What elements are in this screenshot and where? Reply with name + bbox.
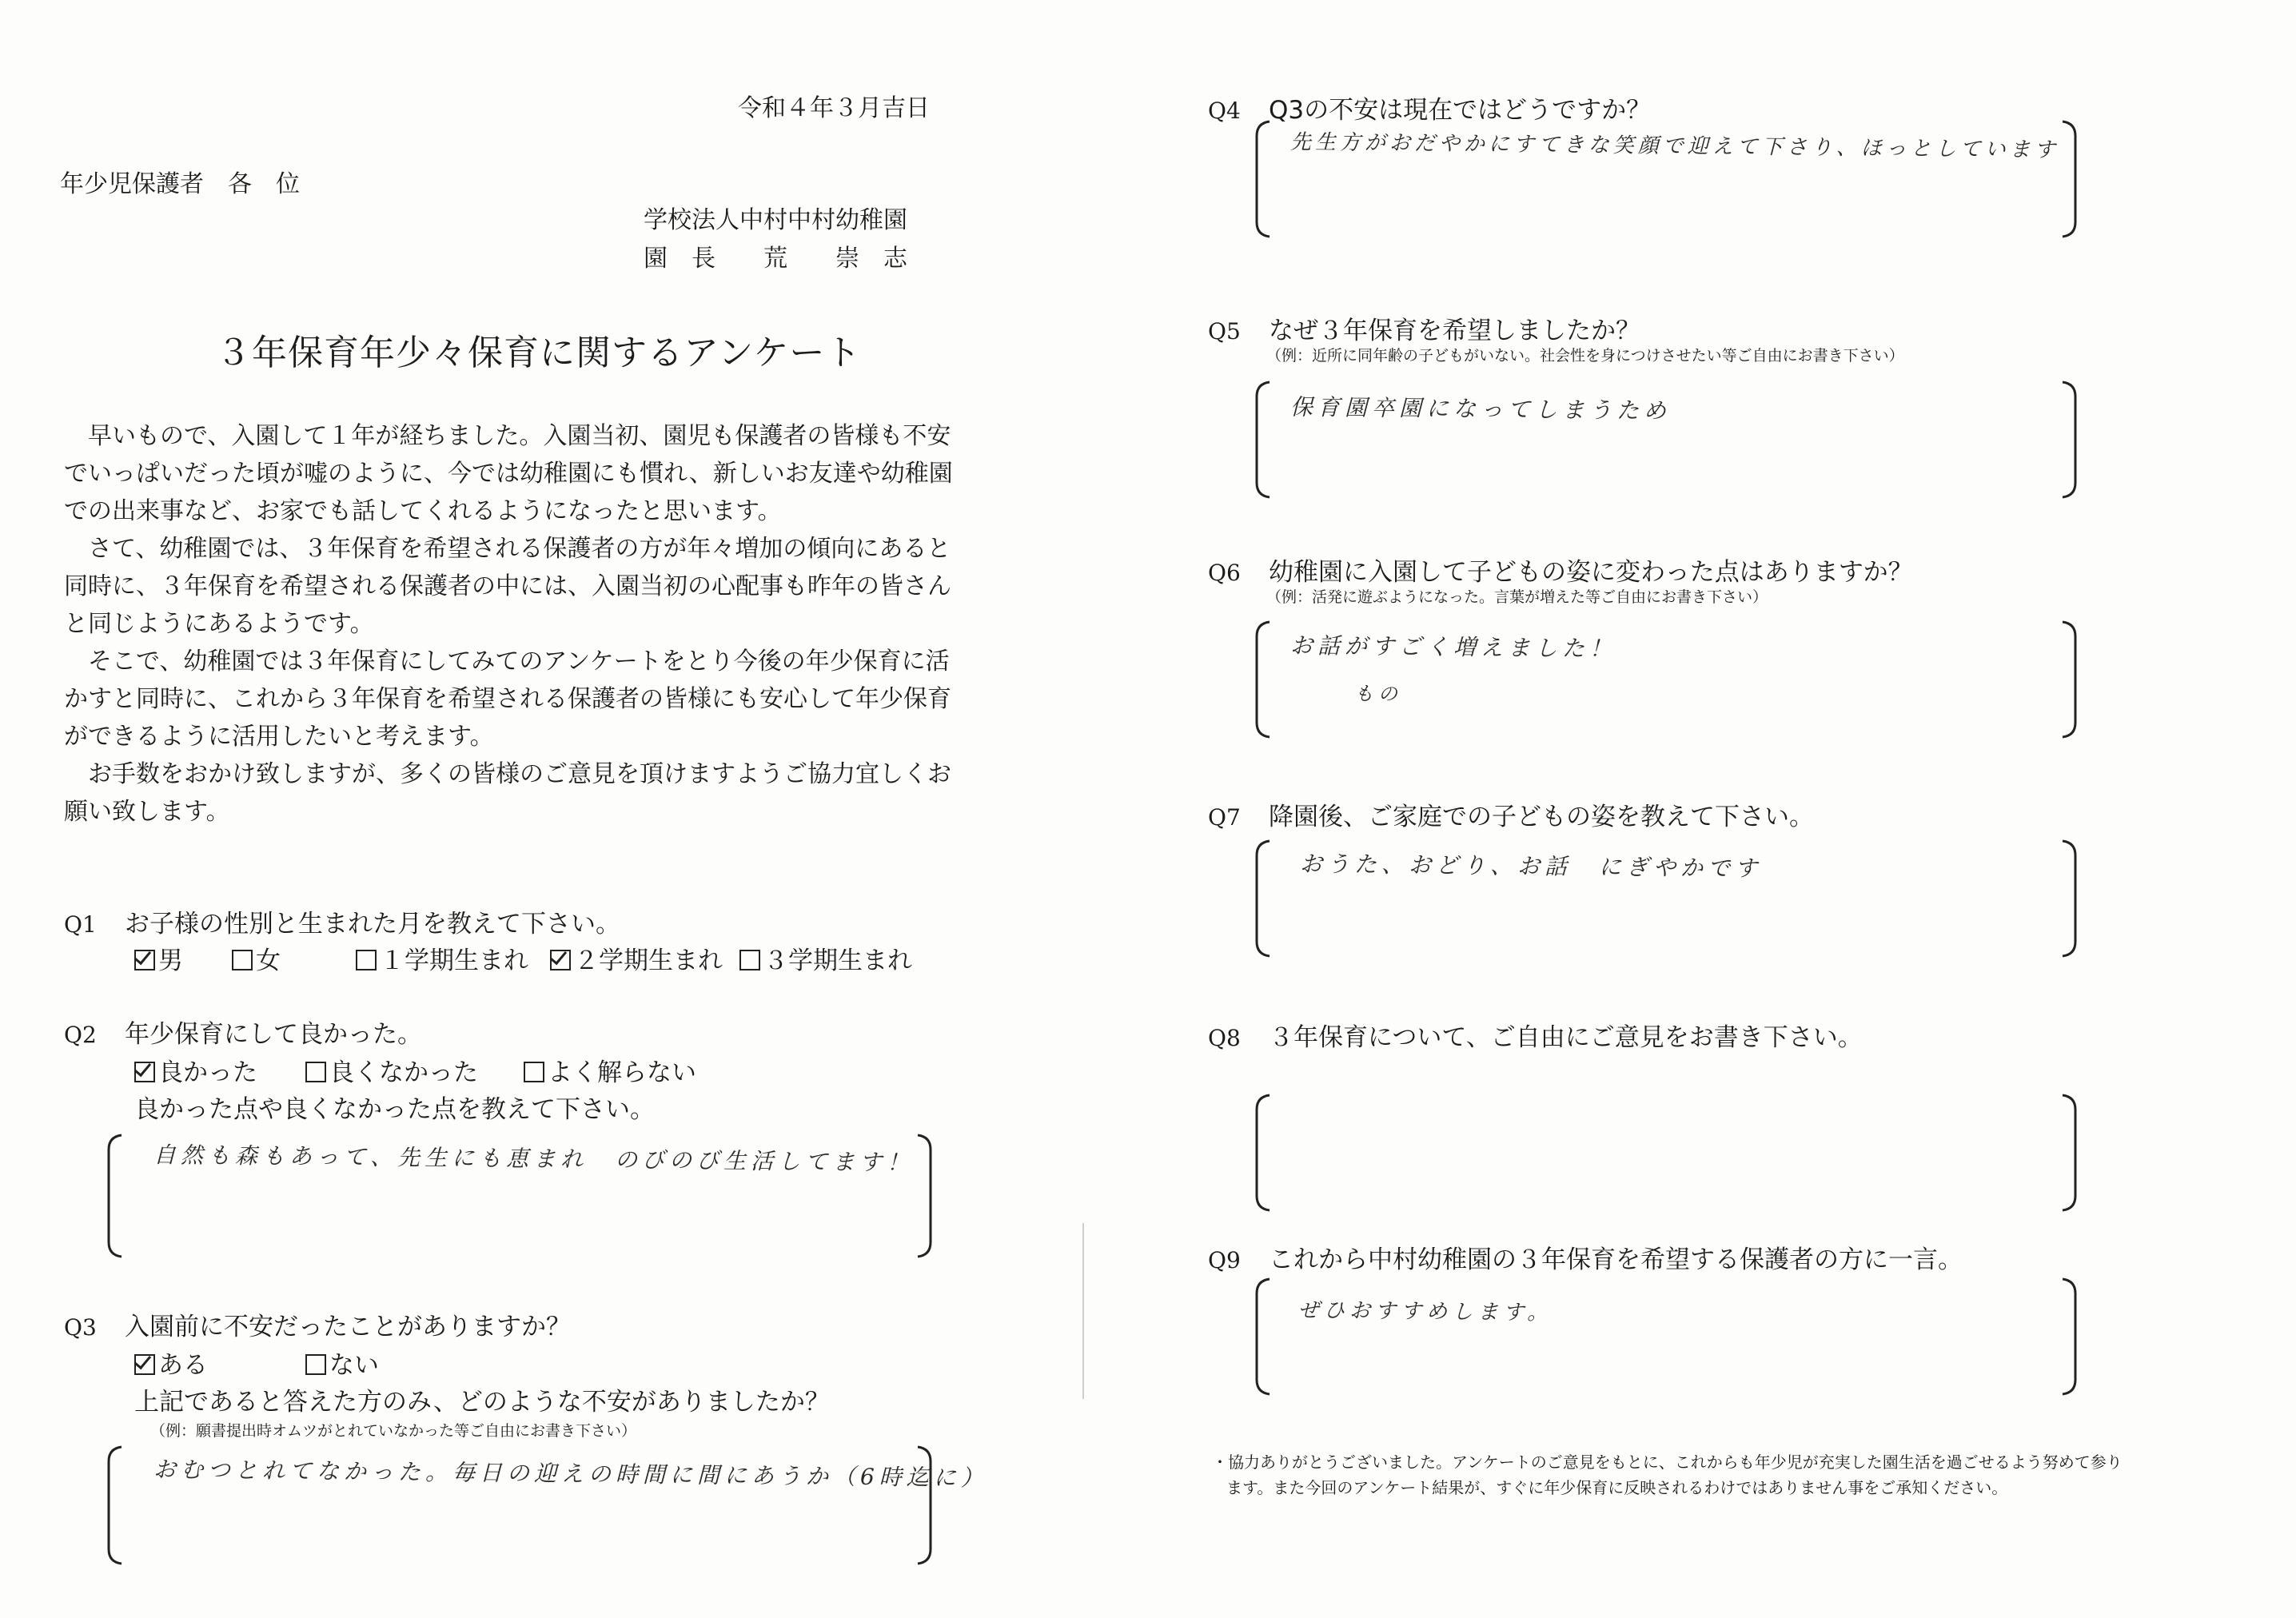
checkbox[interactable]	[356, 950, 377, 970]
footer-note-line-2: ます。また今回のアンケート結果が、すぐに年少保育に反映されるわけではありません事をご承知ください。	[1226, 1478, 2008, 1497]
question-number: Q2	[64, 1022, 97, 1048]
checkbox-checked[interactable]	[550, 950, 571, 970]
checkbox[interactable]	[524, 1062, 544, 1082]
q3-option-yes[interactable]: ある	[134, 1345, 208, 1381]
intro-paragraph: さて、幼稚園では、３年保育を希望される保護者の方が年々増加の傾向にあると同時に、３年保育を希望される保護者の中には、入園当初の心配事も昨年の皆さんと同じようにあるようです。	[64, 535, 951, 638]
intro-paragraph: お手数をおかけ致しますが、多くの皆様のご意見を頂けますようご協力宜しくお願い致します。	[64, 760, 951, 826]
question-text: お子様の性別と生まれた月を教えて下さい。	[125, 910, 620, 939]
q2-option-not-good[interactable]: 良くなかった	[305, 1052, 478, 1088]
answer-box-q8	[1252, 1094, 2080, 1212]
q3-example-note: （例：願書提出時オムツがとれていなかった等ご自由にお書き下さい）	[150, 1422, 637, 1440]
answer-q6[interactable]: お話がすごく増えました！	[1290, 632, 1617, 663]
organization-name: 学校法人中村中村幼稚園	[644, 206, 907, 234]
checkbox[interactable]	[305, 1062, 326, 1082]
question-text: 降園後、ご家庭での子どもの姿を教えて下さい。	[1269, 803, 1814, 831]
q5-example-note: （例：近所に同年齢の子どもがいない。社会性を身につけさせたい等ご自由にお書き下さい）	[1266, 347, 1904, 365]
question-number: Q8	[1208, 1025, 1241, 1051]
answer-q6-insertion: もの	[1353, 682, 1403, 706]
q1-option-female[interactable]: 女	[232, 940, 281, 976]
question-number: Q5	[1208, 318, 1241, 345]
intro-paragraph: 早いもので、入園して１年が経ちました。入園当初、園児も保護者の皆様も不安でいっぱいだった頃が嘘のように、今では幼稚園にも慣れ、新しいお友達や幼稚園での出来事など、お家でも話してくれるようになったと思います。	[64, 422, 953, 525]
checkbox-checked[interactable]	[134, 1062, 155, 1082]
question-9	[1208, 1239, 1963, 1275]
q2-option-good[interactable]: 良かった	[134, 1052, 257, 1088]
question-number: Q9	[1208, 1247, 1241, 1273]
page-title: ３年保育年少々保育に関するアンケート	[216, 333, 862, 373]
q1-option-term3[interactable]: ３学期生まれ	[739, 940, 912, 976]
question-7	[1208, 796, 1814, 832]
checkbox-checked[interactable]	[134, 950, 155, 970]
answer-q9[interactable]: ぜひおすすめします。	[1297, 1298, 1553, 1325]
answer-q3[interactable]: おむつとれてなかった。毎日の迎えの時間に間にあうか（6時迄に）	[153, 1456, 988, 1492]
question-8	[1208, 1017, 1863, 1053]
right-page	[1148, 0, 2296, 1618]
question-text: Q3の不安は現在ではどうですか？	[1269, 96, 1652, 125]
question-4	[1208, 90, 1651, 126]
question-text: 幼稚園に入園して子どもの姿に変わった点はありますか？	[1269, 558, 1913, 587]
question-text: ３年保育について、ご自由にご意見をお書き下さい。	[1269, 1023, 1863, 1052]
q3-option-no[interactable]: ない	[305, 1345, 379, 1381]
q3-followup: 上記であると答えた方のみ、どのような不安がありましたか？	[134, 1388, 830, 1417]
checkbox[interactable]	[232, 950, 253, 970]
answer-q7[interactable]: おうた、おどり、お話 にぎやかです	[1299, 850, 1763, 883]
question-5	[1208, 310, 1640, 346]
q1-option-male[interactable]: 男	[134, 940, 183, 976]
question-text: これから中村幼稚園の３年保育を希望する保護者の方に一言。	[1269, 1245, 1963, 1274]
question-number: Q1	[64, 911, 97, 938]
q1-option-term2[interactable]: ２学期生まれ	[550, 940, 723, 976]
answer-q4[interactable]: 先生方がおだやかにすてきな笑顔で迎えて下さり、ほっとしています	[1290, 130, 2059, 163]
footer-note-line-1: ・協力ありがとうございました。アンケートのご意見をもとに、これからも年少児が充実した園生活を過ごせるよう努めて参り	[1212, 1453, 2123, 1472]
addressee: 年少児保護者 各 位	[60, 170, 300, 198]
question-1	[64, 903, 620, 939]
date: 令和４年３月吉日	[738, 94, 930, 122]
answer-q2[interactable]: 自然も森もあって、先生にも恵まれ のびのび生活してます！	[153, 1142, 915, 1176]
q1-option-term1[interactable]: １学期生まれ	[356, 940, 528, 976]
intro-paragraph: そこで、幼稚園では３年保育にしてみてのアンケートをとり今後の年少保育に活かすと同時に、これから３年保育を希望される保護者の皆様にも安心して年少保育ができるように活用したいと考えます。	[64, 648, 951, 751]
question-text: 入園前に不安だったことがありますか？	[125, 1313, 571, 1341]
answer-q5[interactable]: 保育園卒園になってしまうため	[1290, 393, 1672, 424]
question-number: Q3	[64, 1314, 97, 1341]
principal-name: 園 長 荒 崇 志	[644, 245, 907, 273]
question-number: Q6	[1208, 560, 1241, 586]
checkbox[interactable]	[739, 950, 760, 970]
question-6	[1208, 552, 1913, 588]
question-3	[64, 1306, 571, 1342]
question-text: なぜ３年保育を希望しましたか？	[1269, 317, 1640, 345]
question-number: Q7	[1208, 804, 1241, 831]
q2-option-unsure[interactable]: よく解らない	[524, 1052, 696, 1088]
question-number: Q4	[1208, 98, 1241, 124]
intro-text	[64, 417, 967, 831]
checkbox-checked[interactable]	[134, 1354, 155, 1375]
checkbox[interactable]	[305, 1354, 326, 1375]
question-2	[64, 1014, 422, 1050]
q6-example-note: （例：活発に遊ぶようになった。言葉が増えた等ご自由にお書き下さい）	[1266, 588, 1768, 606]
center-fold-line	[1082, 1223, 1084, 1399]
question-text: 年少保育にして良かった。	[125, 1020, 422, 1049]
q2-followup: 良かった点や良くなかった点を教えて下さい。	[134, 1095, 655, 1124]
